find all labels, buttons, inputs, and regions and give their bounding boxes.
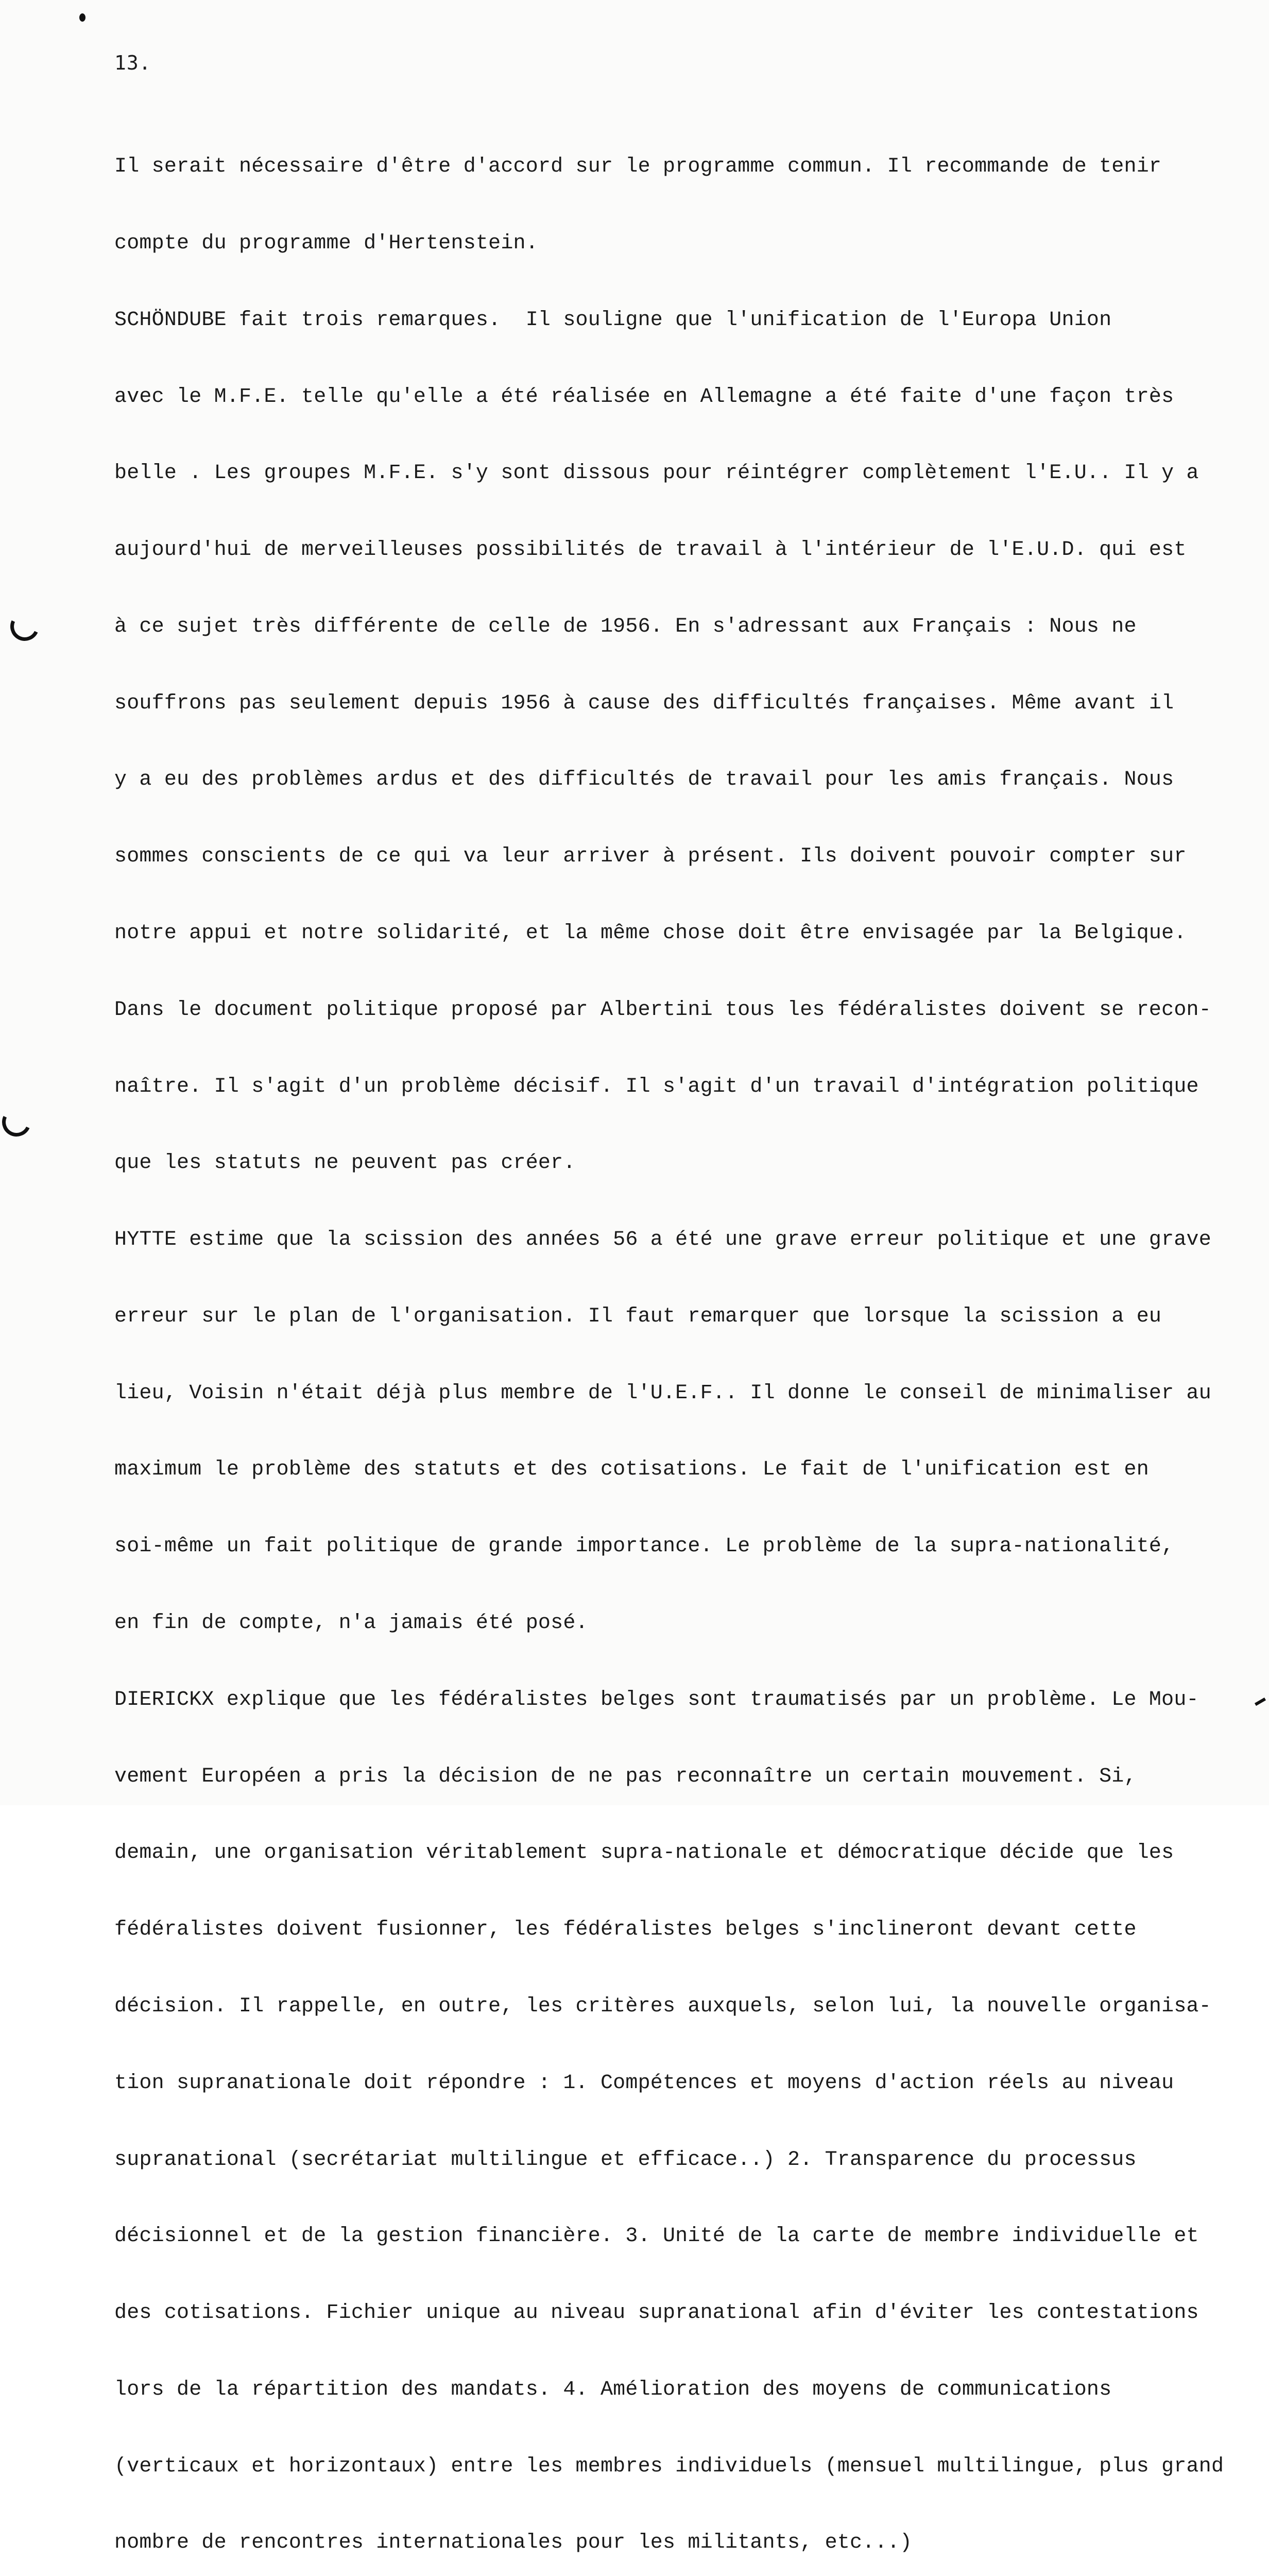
text-line: décision. Il rappelle, en outre, les critères auxquels, selon lui, la nouvelle organisa-: [114, 1994, 1211, 2018]
text-line: lieu, Voisin n'était déjà plus membre de l'U.E.F.. Il donne le conseil de minimaliser au: [114, 1381, 1211, 1405]
text-line: vement Européen a pris la décision de ne pas reconnaître un certain mouvement. Si,: [114, 1765, 1137, 1788]
text-line: souffrons pas seulement depuis 1956 à cause des difficultés françaises. Même avant il: [114, 691, 1174, 715]
document-body: [114, 103, 1242, 2576]
text-line: en fin de compte, n'a jamais été posé.: [114, 1612, 588, 1635]
punch-hole-mark: [0, 1104, 35, 1141]
text-line: à ce sujet très différente de celle de 1956. En s'adressant aux Français : Nous ne: [114, 615, 1137, 638]
text-line: y a eu des problèmes ardus et des difficultés de travail pour les amis français. Nous: [114, 768, 1174, 792]
text-line: avec le M.F.E. telle qu'elle a été réalisée en Allemagne a été faite d'une façon très: [114, 385, 1174, 409]
text-line: (verticaux et horizontaux) entre les membres individuels (mensuel multilingue, plus grand: [114, 2454, 1224, 2478]
ink-dot: [79, 13, 85, 22]
text-line: fédéralistes doivent fusionner, les fédéralistes belges s'inclineront devant cette: [114, 1918, 1137, 1942]
text-line: DIERICKX explique que les fédéralistes belges sont traumatisés par un problème. Le Mou-: [114, 1688, 1199, 1711]
text-line: supranational (secrétariat multilingue et efficace..) 2. Transparence du processus: [114, 2148, 1137, 2172]
edge-mark: [1255, 1698, 1266, 1706]
text-line: soi-même un fait politique de grande importance. Le problème de la supra-nationalité,: [114, 1535, 1174, 1558]
text-line: décisionnel et de la gestion financière. 3. Unité de la carte de membre individuelle et: [114, 2225, 1199, 2248]
text-line: naître. Il s'agit d'un problème décisif. Il s'agit d'un travail d'intégration politique: [114, 1075, 1199, 1098]
page-number: 13.: [114, 52, 151, 74]
text-line: tion supranationale doit répondre : 1. Compétences et moyens d'action réels au niveau: [114, 2071, 1174, 2095]
punch-hole-mark: [6, 608, 43, 645]
text-line: maximum le problème des statuts et des cotisations. Le fait de l'unification est en: [114, 1458, 1149, 1482]
text-line: HYTTE estime que la scission des années 56 a été une grave erreur politique et une grave: [114, 1228, 1211, 1252]
text-line: erreur sur le plan de l'organisation. Il faut remarquer que lorsque la scission a eu: [114, 1304, 1162, 1328]
text-line: compte du programme d'Hertenstein.: [114, 231, 538, 255]
text-line: belle . Les groupes M.F.E. s'y sont dissous pour réintégrer complètement l'E.U.. Il y a: [114, 462, 1199, 485]
text-line: aujourd'hui de merveilleuses possibilités de travail à l'intérieur de l'E.U.D. qui est: [114, 538, 1187, 562]
text-line: Il serait nécessaire d'être d'accord sur le programme commun. Il recommande de tenir: [114, 155, 1162, 179]
text-line: Dans le document politique proposé par Albertini tous les fédéralistes doivent se recon-: [114, 998, 1211, 1022]
text-line: sommes conscients de ce qui va leur arriver à présent. Ils doivent pouvoir compter sur: [114, 845, 1187, 869]
text-line: que les statuts ne peuvent pas créer.: [114, 1151, 576, 1175]
text-line: SCHÖNDUBE fait trois remarques. Il souligne que l'unification de l'Europa Union: [114, 308, 1112, 332]
text-line: des cotisations. Fichier unique au niveau supranational afin d'éviter les contestations: [114, 2301, 1199, 2325]
text-line: notre appui et notre solidarité, et la même chose doit être envisagée par la Belgique.: [114, 922, 1187, 945]
text-line: nombre de rencontres internationales pour les militants, etc...): [114, 2531, 913, 2555]
text-line: demain, une organisation véritablement supra-nationale et démocratique décide que les: [114, 1841, 1174, 1865]
text-line: lors de la répartition des mandats. 4. Amélioration des moyens de communications: [114, 2378, 1112, 2401]
